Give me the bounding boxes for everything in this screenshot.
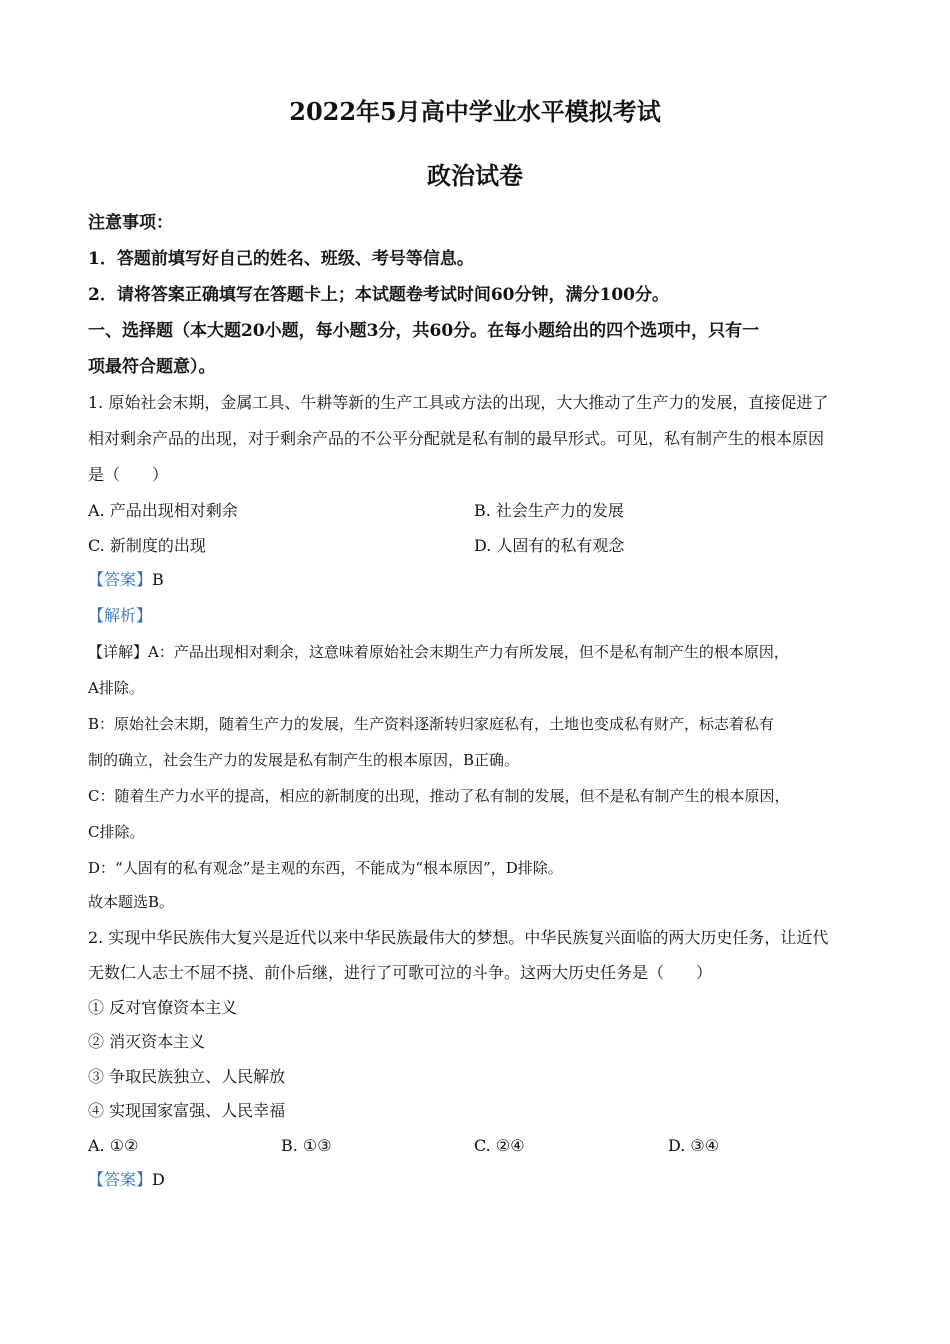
q1-option-c: C. 新制度的出现 [88, 536, 206, 555]
q2-option-c: C. ②④ [474, 1136, 525, 1155]
q1-option-a: A. 产品出现相对剩余 [88, 501, 238, 520]
q1-stem-line-1: 1. 原始社会末期，金属工具、牛耕等新的生产工具或方法的出现，大大推动了生产力的发展，直接促进了 [88, 393, 829, 412]
q1-answer-value: B [152, 570, 164, 589]
exam-title: 2022年5月高中学业水平模拟考试 [289, 97, 661, 126]
section-heading-line-1: 一、选择题（本大题20小题，每小题3分，共60分。在每小题给出的四个选项中，只有一 [88, 321, 760, 341]
q2-statement-3: ③ 争取民族独立、人民解放 [88, 1067, 286, 1086]
section-heading-line-2: 项最符合题意）。 [88, 357, 216, 377]
q1-detail-line-4: 制的确立，社会生产力的发展是私有制产生的根本原因，B正确。 [88, 751, 520, 769]
q1-answer-tag: 【答案】 [88, 570, 153, 589]
q2-answer-value: D [152, 1170, 165, 1189]
q2-option-b: B. ①③ [281, 1136, 332, 1155]
q1-detail-text-1: A：产品出现相对剩余，这意味着原始社会末期生产力有所发展，但不是私有制产生的根本原因， [148, 643, 789, 661]
q2-option-d: D. ③④ [668, 1136, 720, 1155]
q1-analysis-line [88, 605, 868, 627]
q1-detail-line-7: D：“人固有的私有观念”是主观的东西，不能成为“根本原因”，D排除。 [88, 859, 563, 877]
q1-detail-line-8: 故本题选B。 [88, 893, 175, 911]
q1-detail-line-3: B：原始社会末期，随着生产力的发展，生产资料逐渐转归家庭私有，土地也变成私有财产，标志着私有 [88, 715, 775, 733]
q2-stem-line-2: 无数仁人志士不屈不挠、前仆后继，进行了可歌可泣的斗争。这两大历史任务是（ ） [88, 963, 713, 982]
q1-option-b: B. 社会生产力的发展 [474, 501, 624, 520]
q1-detail-tag: 【详解】 [88, 643, 149, 661]
exam-subtitle: 政治试卷 [427, 161, 523, 190]
q2-statement-4: ④ 实现国家富强、人民幸福 [88, 1101, 286, 1120]
q2-answer-tag: 【答案】 [88, 1170, 153, 1189]
notice-heading: 注意事项： [88, 213, 173, 233]
q1-detail-line-5: C：随着生产力水平的提高，相应的新制度的出现，推动了私有制的发展，但不是私有制产生的根本原因， [88, 787, 790, 805]
q2-option-a: A. ①② [88, 1136, 139, 1155]
q1-option-d: D. 人固有的私有观念 [474, 536, 625, 555]
q1-answer-line [88, 569, 868, 591]
q1-detail-line-1 [88, 641, 868, 663]
q1-stem-line-3: 是（ ） [88, 465, 169, 484]
q2-answer-line [88, 1169, 868, 1191]
q1-detail-line-2: A排除。 [88, 679, 144, 697]
q1-detail-line-6: C排除。 [88, 823, 145, 841]
notice-item-1: 1．答题前填写好自己的姓名、班级、考号等信息。 [88, 249, 474, 269]
q2-statement-2: ② 消灭资本主义 [88, 1032, 206, 1051]
notice-item-2: 2．请将答案正确填写在答题卡上；本试题卷考试时间60分钟，满分100分。 [88, 285, 669, 305]
q2-stem-line-1: 2. 实现中华民族伟大复兴是近代以来中华民族最伟大的梦想。中华民族复兴面临的两大历史任务，让近代 [88, 928, 829, 947]
q2-statement-1: ① 反对官僚资本主义 [88, 998, 238, 1017]
q1-stem-line-2: 相对剩余产品的出现，对于剩余产品的不公平分配就是私有制的最早形式。可见，私有制产生的根本原因 [88, 429, 825, 448]
q1-analysis-tag: 【解析】 [88, 606, 153, 625]
